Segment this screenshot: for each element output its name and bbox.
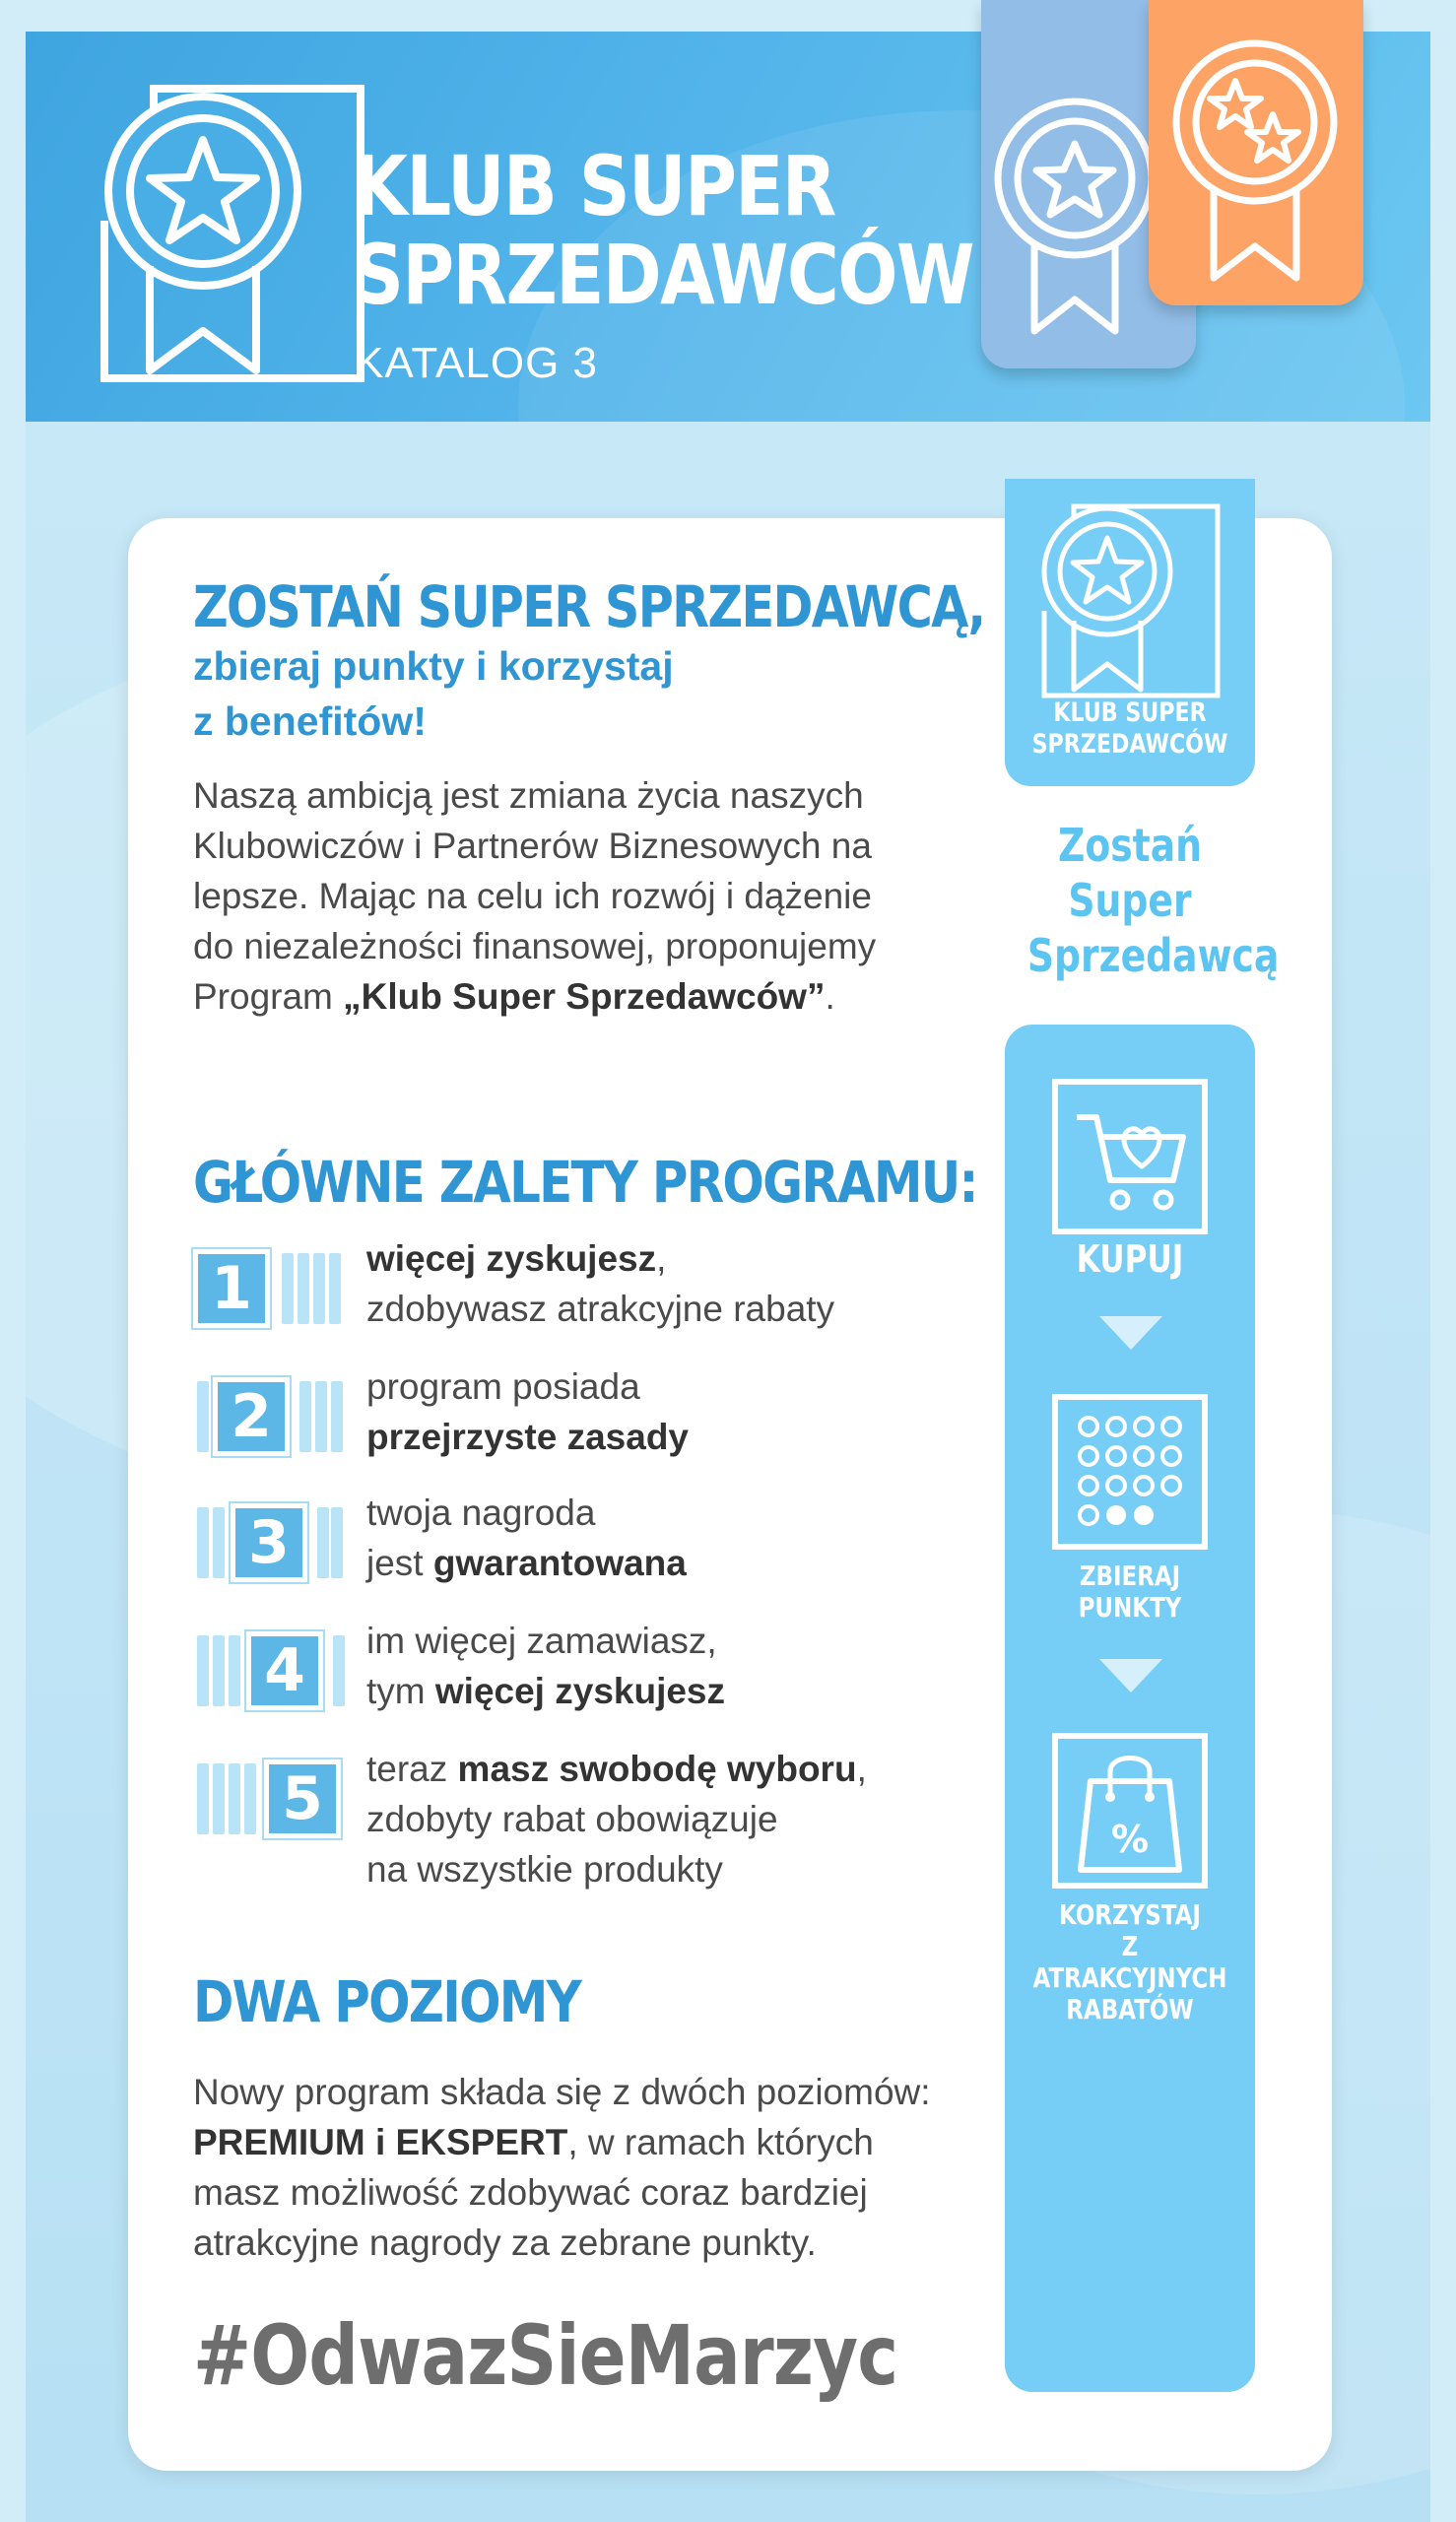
benefit-text-5: teraz masz swobodę wyboru, zdobyty rabat obowiązuje na wszystkie produkty: [366, 1749, 867, 1890]
number-badge-1: 1: [193, 1249, 343, 1328]
benefit-item-3: [193, 1493, 942, 1612]
award-medal-icon: [1038, 502, 1222, 699]
step-buy-label: KUPUJ: [1076, 1237, 1184, 1281]
single-star-medal-icon: [991, 85, 1158, 341]
benefit-item-5: [193, 1749, 942, 1890]
club-badge-tab: [1005, 479, 1255, 786]
club-badge-label: KLUB SUPER SPRZEDAWCÓW: [1031, 697, 1228, 760]
double-star-medal-icon: [1166, 32, 1344, 288]
header-title: KLUB SUPER SPRZEDAWCÓW: [353, 138, 973, 323]
number-badge-3: 3: [193, 1503, 343, 1582]
benefit-item-4: [193, 1621, 942, 1740]
discount-bag-icon: [1051, 1732, 1209, 1890]
benefits-heading: GŁÓWNE ZALETY PROGRAMU:: [193, 1149, 977, 1216]
benefit-text-3: twoja nagroda jest gwarantowana: [366, 1493, 687, 1583]
program-name: „Klub Super Sprzedawców”: [343, 976, 826, 1017]
intro-paragraph: Naszą ambicją jest zmiana życia naszych Klubowiczów i Partnerów Biznesowych na lepsze. Mając na celu ich rozwój i dążenie do niezależności finansowej, proponujemy Program „Klub Super Sprzedawców”.: [193, 775, 877, 1017]
hashtag: #OdwazSieMarzyc: [193, 2307, 898, 2404]
shopping-cart-heart-icon: [1051, 1078, 1209, 1235]
header-subtitle: KATALOG 3: [355, 339, 599, 387]
benefit-text-4: im więcej zamawiasz, tym więcej zyskujesz: [366, 1621, 726, 1711]
benefit-text-2: program posiada przejrzyste zasady: [366, 1366, 690, 1457]
benefit-item-2: [193, 1366, 942, 1486]
number-badge-5: 5: [193, 1759, 343, 1838]
percent-sign: %: [1110, 1818, 1150, 1861]
benefit-text-1: więcej zyskujesz, zdobywasz atrakcyjne rabaty: [366, 1238, 835, 1329]
step-use-discounts-label: KORZYSTAJ Z ATRAKCYJNYCH RABATÓW: [1032, 1898, 1227, 2025]
down-arrow-icon: [1099, 1659, 1162, 1692]
award-medal-icon: [95, 83, 370, 388]
steps-panel: [1005, 1025, 1255, 2392]
points-grid-icon: [1051, 1393, 1209, 1551]
number-badge-2: 2: [193, 1377, 343, 1456]
benefit-item-1: [193, 1238, 942, 1358]
become-super-seller-text: Zostań Super Sprzedawcą: [1026, 819, 1280, 982]
levels-heading: DWA POZIOMY: [193, 1968, 581, 2035]
step-collect-points-label: ZBIERAJ PUNKTY: [1078, 1560, 1182, 1624]
number-badge-4: 4: [193, 1631, 343, 1710]
expert-level-tab: [1149, 0, 1363, 305]
intro-subheading: zbieraj punkty i korzystaj z benefitów!: [193, 643, 674, 744]
intro-heading: ZOSTAŃ SUPER SPRZEDAWCĄ,: [193, 573, 985, 640]
levels-paragraph: Nowy program składa się z dwóch poziomów: PREMIUM i EKSPERT, w ramach których masz możliwość zdobywać coraz bardziej atrakcyjne nagrody za zebrane punkty.: [193, 2072, 931, 2263]
down-arrow-icon: [1099, 1316, 1162, 1350]
